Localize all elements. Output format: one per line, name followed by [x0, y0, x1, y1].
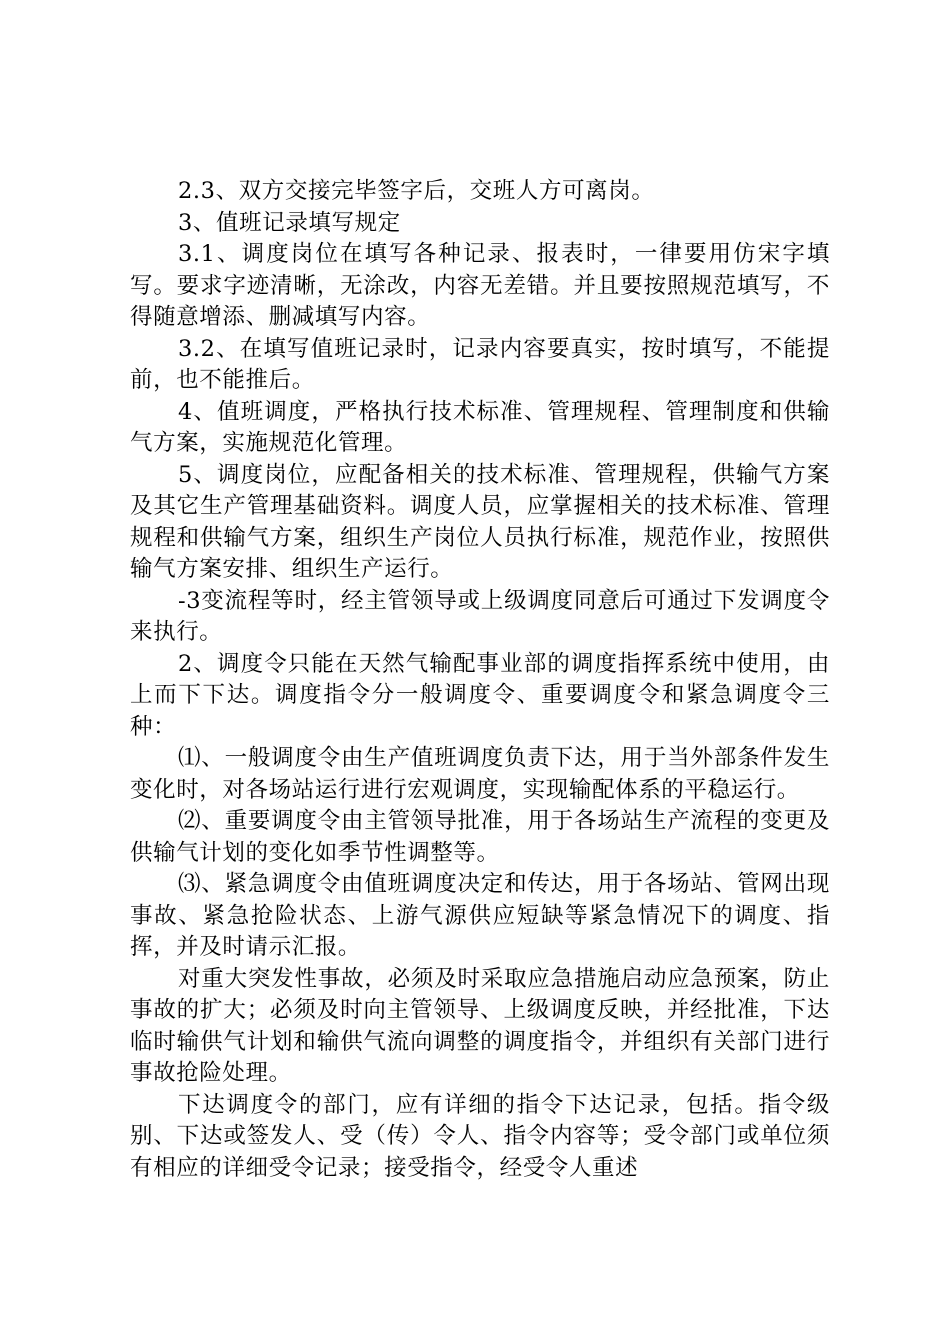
paragraph-major-incident: 对重大突发性事故，必须及时采取应急措施启动应急预案，防止事故的扩大；必须及时向主管领导、上级调度反映，并经批准，下达临时输供气计划和输供气流向调整的调度指令，并组织有关部门进行事故抢险处理。 [130, 965, 830, 1086]
paragraph-3-1: 3.1、调度岗位在填写各种记录、报表时，一律要用仿宋字填写。要求字迹清晰，无涂改，内容无差错。并且要按照规范填写，不得随意增添、删减填写内容。 [130, 241, 830, 330]
paragraph-4: 4、值班调度，严格执行技术标准、管理规程、管理制度和供输气方案，实施规范化管理。 [130, 398, 830, 456]
paragraph-important-order: ⑵、重要调度令由主管领导批准，用于各场站生产流程的变更及供输气计划的变化如季节性调整等。 [130, 808, 830, 866]
paragraph-3-2: 3.2、在填写值班记录时，记录内容要真实，按时填写，不能提前，也不能推后。 [130, 335, 830, 393]
heading-duty-record-rules: 3、值班记录填写规定 [178, 209, 401, 236]
paragraph-minus-3: -3变流程等时，经主管领导或上级调度同意后可通过下发调度令来执行。 [130, 587, 830, 645]
paragraph-order-record: 下达调度令的部门，应有详细的指令下达记录，包括。指令级别、下达或签发人、受（传）令人、指令内容等；受令部门或单位须有相应的详细受令记录；接受指令，经受令人重述 [130, 1091, 830, 1181]
paragraph-dispatch-order: 2、调度令只能在天然气输配事业部的调度指挥系统中使用，由上而下下达。调度指令分一般调度令、重要调度令和紧急调度令三种： [130, 650, 830, 740]
paragraph-5: 5、调度岗位，应配备相关的技术标准、管理规程，供输气方案及其它生产管理基础资料。调度人员，应掌握相关的技术标准、管理规程和供输气方案，组织生产岗位人员执行标准，规范作业，按照供输气方案安排、组织生产运行。 [130, 461, 830, 582]
document-body [130, 176, 830, 1184]
paragraph-emergency-order: ⑶、紧急调度令由值班调度决定和传达，用于各场站、管网出现事故、紧急抢险状态、上游气源供应短缺等紧急情况下的调度、指挥，并及时请示汇报。 [130, 871, 830, 960]
paragraph-2-3: 2.3、双方交接完毕签字后，交班人方可离岗。 [178, 178, 655, 204]
paragraph-general-order: ⑴、一般调度令由生产值班调度负责下达，用于当外部条件发生变化时，对各场站运行进行宏观调度，实现输配体系的平稳运行。 [130, 745, 830, 803]
